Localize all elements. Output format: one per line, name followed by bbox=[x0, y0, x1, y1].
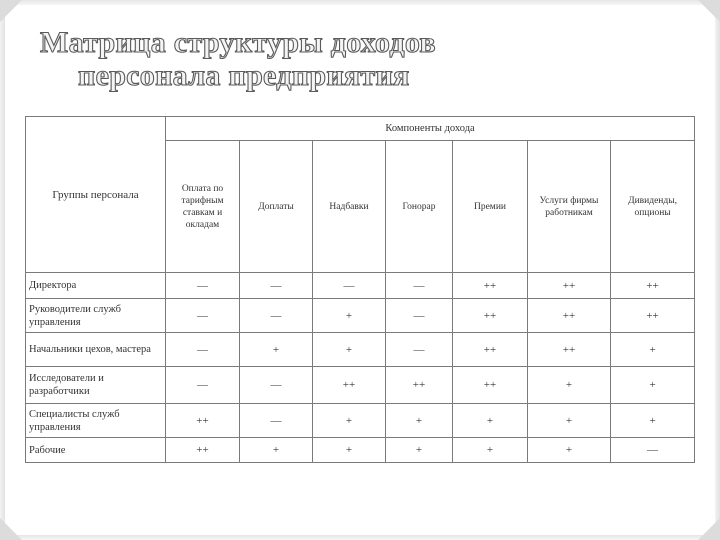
table-cell: ++ bbox=[313, 367, 386, 404]
table-cell: + bbox=[240, 438, 313, 463]
table-row bbox=[26, 438, 695, 463]
table-cell: ++ bbox=[453, 333, 528, 367]
table-row bbox=[26, 299, 695, 333]
table-cell: — bbox=[166, 333, 240, 367]
table-row bbox=[26, 367, 695, 404]
table-row bbox=[26, 333, 695, 367]
table-cell: — bbox=[240, 273, 313, 299]
table-cell: ++ bbox=[453, 273, 528, 299]
table-cell: + bbox=[611, 367, 695, 404]
table-body bbox=[26, 273, 695, 463]
table-cell: + bbox=[313, 404, 386, 438]
row-label: Специалисты служб управления bbox=[26, 404, 166, 438]
table-cell: + bbox=[528, 404, 611, 438]
slide-title-line-2: персонала предприятия bbox=[78, 59, 410, 92]
column-header: Услуги фирмы работникам bbox=[528, 141, 611, 273]
row-label: Исследователи и разработчики bbox=[26, 367, 166, 404]
table-row bbox=[26, 273, 695, 299]
column-header: Надбавки bbox=[313, 141, 386, 273]
table-cell: ++ bbox=[166, 404, 240, 438]
table-cell: — bbox=[386, 299, 453, 333]
table-cell: — bbox=[611, 438, 695, 463]
table-cell: — bbox=[166, 273, 240, 299]
table-cell: + bbox=[313, 333, 386, 367]
table-cell: ++ bbox=[611, 273, 695, 299]
table-cell: + bbox=[453, 404, 528, 438]
table-cell: ++ bbox=[528, 273, 611, 299]
table-cell: — bbox=[240, 299, 313, 333]
column-header: Оплата по тарифным ставкам и окладам bbox=[166, 141, 240, 273]
row-label: Руководители служб управления bbox=[26, 299, 166, 333]
slide-frame-bottom bbox=[0, 535, 720, 540]
table-cell: ++ bbox=[386, 367, 453, 404]
table-cell: + bbox=[528, 438, 611, 463]
slide-frame-left bbox=[0, 0, 5, 540]
slide-frame-top bbox=[0, 0, 720, 5]
table-cell: ++ bbox=[453, 299, 528, 333]
slide-title-line-1: Матрица структуры доходов bbox=[40, 26, 436, 59]
table-cell: + bbox=[386, 438, 453, 463]
column-header: Дивиденды, опционы bbox=[611, 141, 695, 273]
table-cell: — bbox=[240, 404, 313, 438]
column-header: Гонорар bbox=[386, 141, 453, 273]
table-cell: — bbox=[240, 367, 313, 404]
table-cell: — bbox=[166, 367, 240, 404]
row-label: Рабочие bbox=[26, 438, 166, 463]
frame-corner-bottom-right bbox=[698, 518, 720, 540]
frame-corner-top-left bbox=[0, 0, 22, 22]
table-header-row-components bbox=[26, 117, 695, 141]
row-label: Начальники цехов, мастера bbox=[26, 333, 166, 367]
table-cell: ++ bbox=[166, 438, 240, 463]
table-cell: + bbox=[453, 438, 528, 463]
column-header: Премии bbox=[453, 141, 528, 273]
table-cell: + bbox=[240, 333, 313, 367]
table-row bbox=[26, 404, 695, 438]
frame-corner-top-right bbox=[698, 0, 720, 22]
slide-title bbox=[40, 26, 600, 92]
income-matrix-table bbox=[25, 116, 695, 463]
table-cell: + bbox=[313, 299, 386, 333]
frame-corner-bottom-left bbox=[0, 518, 22, 540]
table-cell: — bbox=[386, 273, 453, 299]
table-cell: ++ bbox=[611, 299, 695, 333]
row-label: Директора bbox=[26, 273, 166, 299]
table-cell: ++ bbox=[528, 333, 611, 367]
table-cell: + bbox=[611, 333, 695, 367]
column-header: Доплаты bbox=[240, 141, 313, 273]
table-cell: ++ bbox=[453, 367, 528, 404]
table-cell: — bbox=[313, 273, 386, 299]
table-cell: ++ bbox=[528, 299, 611, 333]
table-cell: + bbox=[528, 367, 611, 404]
table-cell: — bbox=[166, 299, 240, 333]
table-cell: + bbox=[313, 438, 386, 463]
components-header: Компоненты дохода bbox=[166, 117, 695, 141]
table-cell: + bbox=[386, 404, 453, 438]
slide-frame-right bbox=[715, 0, 720, 540]
group-column-header: Группы персонала bbox=[26, 117, 166, 273]
table-cell: + bbox=[611, 404, 695, 438]
table-cell: — bbox=[386, 333, 453, 367]
